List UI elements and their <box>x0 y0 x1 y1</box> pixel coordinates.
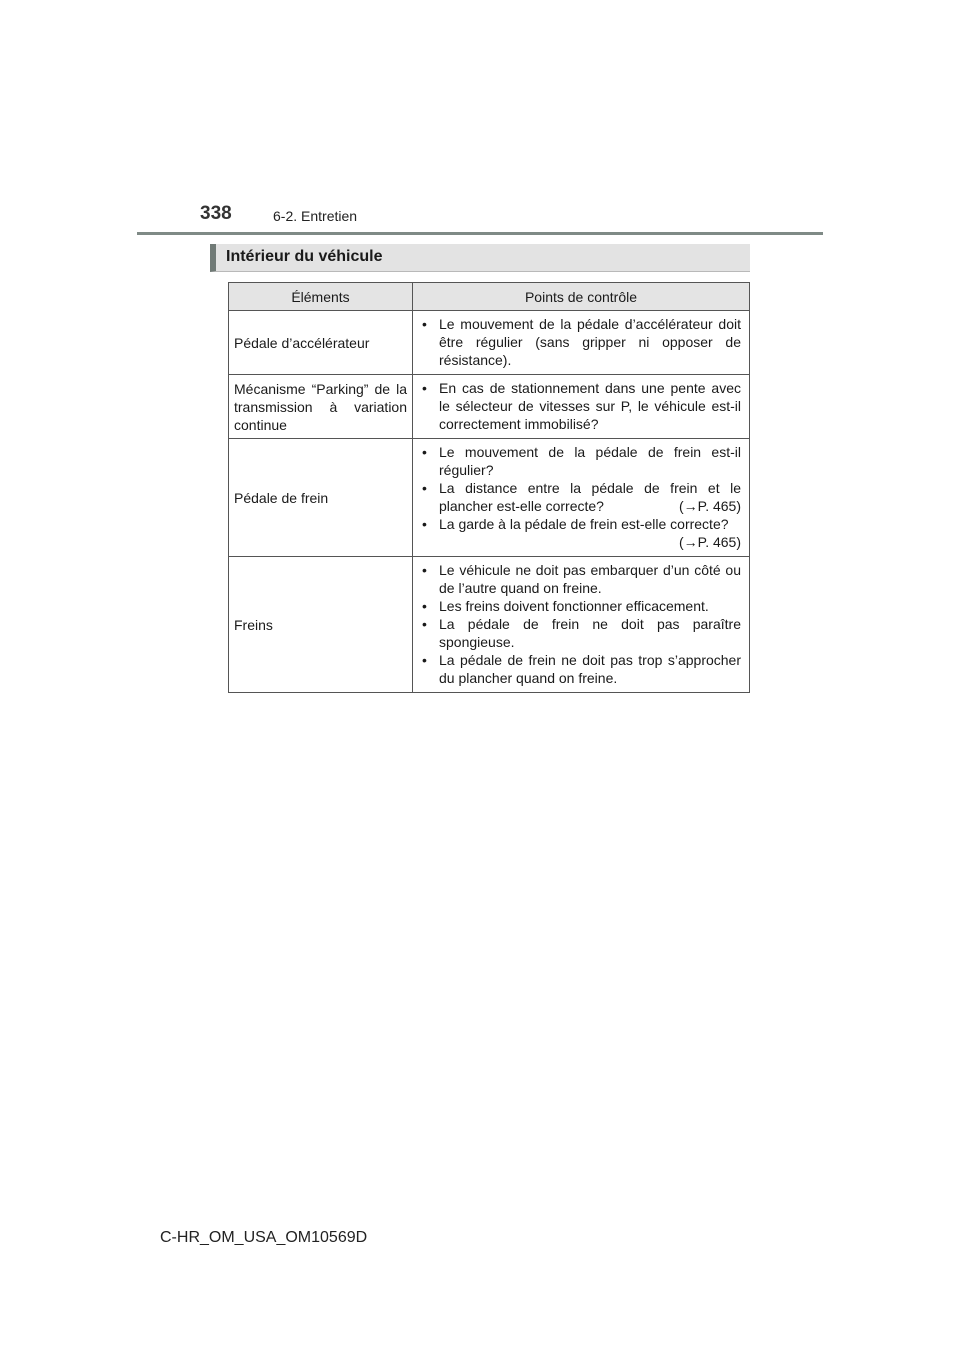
checkpoint-item <box>422 379 741 433</box>
checkpoint-item <box>422 315 741 369</box>
inspection-table <box>228 282 750 693</box>
checkpoints-cell <box>413 557 750 693</box>
checkpoint-text: Le mouvement de la pédale d’accélérateur doit être régulier (sans gripper ni opposer de résistance). <box>439 316 741 368</box>
section-heading-text: Intérieur du véhicule <box>226 248 383 265</box>
item-cell: Pédale d’accélérateur <box>229 311 413 375</box>
bullet-icon: • <box>422 444 427 460</box>
checkpoint-item <box>422 479 741 515</box>
checkpoint-item <box>422 597 741 615</box>
checkpoint-list <box>422 443 741 550</box>
table-row <box>229 439 750 557</box>
bullet-icon: • <box>422 616 427 632</box>
checkpoints-cell <box>413 375 750 439</box>
checkpoint-text: Le véhicule ne doit pas embarquer d’un côté ou de l’autre quand on freine. <box>439 562 741 596</box>
table-row <box>229 311 750 375</box>
bullet-icon: • <box>422 598 427 614</box>
checkpoint-text: En cas de stationnement dans une pente avec le sélecteur de vitesses sur P, le véhicule est-il correctement immobilisé? <box>439 380 741 432</box>
column-header-checkpoints: Points de contrôle <box>413 283 750 311</box>
checkpoint-text: La pédale de frein ne doit pas paraître spongieuse. <box>439 616 741 650</box>
page-number: 338 <box>200 203 232 224</box>
bullet-icon: • <box>422 380 427 396</box>
checkpoints-cell <box>413 439 750 557</box>
checkpoint-item <box>422 443 741 479</box>
checkpoint-item <box>422 615 741 651</box>
item-cell: Freins <box>229 557 413 693</box>
document-code: C-HR_OM_USA_OM10569D <box>160 1229 368 1246</box>
checkpoint-text: La garde à la pédale de frein est-elle correcte? <box>439 516 729 532</box>
checkpoint-item <box>422 561 741 597</box>
checkpoint-text: La pédale de frein ne doit pas trop s’approcher du plancher quand on freine. <box>439 652 741 686</box>
checkpoint-item <box>422 651 741 687</box>
chapter-label: 6-2. Entretien <box>273 208 358 224</box>
bullet-icon: • <box>422 562 427 578</box>
checkpoint-text: Le mouvement de la pédale de frein est-il régulier? <box>439 444 741 478</box>
checkpoints-cell <box>413 311 750 375</box>
bullet-icon: • <box>422 316 427 332</box>
checkpoint-text: Les freins doivent fonctionner efficacement. <box>439 598 709 614</box>
table-row <box>229 557 750 693</box>
section-heading <box>210 244 750 272</box>
table-row <box>229 375 750 439</box>
header-divider <box>137 232 823 235</box>
page-reference: (→P. 465) <box>679 534 741 550</box>
checkpoint-text: La distance entre la pédale de frein et le plancher est-elle correcte? <box>439 480 741 514</box>
table-header-row <box>229 283 750 311</box>
checkpoint-list <box>422 315 741 369</box>
checkpoint-list <box>422 379 741 433</box>
bullet-icon: • <box>422 652 427 668</box>
item-cell: Mécanisme “Parking” de la transmission à variation continue <box>229 375 413 439</box>
item-cell: Pédale de frein <box>229 439 413 557</box>
checkpoint-item <box>422 515 741 550</box>
bullet-icon: • <box>422 516 427 532</box>
page-reference: (→P. 465) <box>679 498 741 514</box>
bullet-icon: • <box>422 480 427 496</box>
column-header-items: Éléments <box>229 283 413 311</box>
checkpoint-list <box>422 561 741 687</box>
